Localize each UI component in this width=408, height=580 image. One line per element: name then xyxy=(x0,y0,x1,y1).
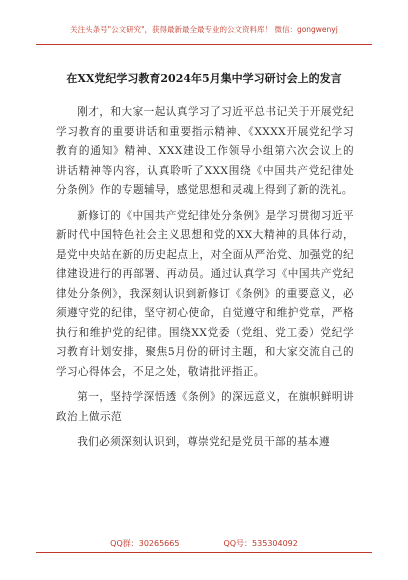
document-title: 在XX党纪学习教育2024年5月集中学习研讨会上的发言 xyxy=(66,72,342,85)
footer-qq-number: QQ号：535304092 xyxy=(223,539,298,548)
footer-qq-group: QQ群：30265665 xyxy=(110,539,180,548)
paragraph-2: 新修订的《中国共产党纪律处分条例》是学习贯彻习近平新时代中国特色社会主义思想和党的XX大精神的具体行动，是党中央站在新的历史起点上，对全面从严治党、加强党的纪律建设进行的再部署、再动员。通过认真学习《中国共产党纪律处分条例》，我深刻认识到新修订《条例》的重要意义，必须遵守党的纪律，坚守初心使命，自觉遵守和维护党章，严格执行和维护党的纪律。围绕XX党委（党组、党工委）党纪学习教育计划安排，聚焦5月份的研讨主题，和大家交流自己的学习心得体会，不足之处，敬请批评指正。 xyxy=(56,209,354,378)
document-body xyxy=(56,103,354,453)
header-divider xyxy=(36,44,372,45)
page-footer xyxy=(0,538,408,549)
footer-divider xyxy=(36,552,372,553)
paragraph-4: 我们必须深刻认识到，尊崇党纪是党员干部的基本遵 xyxy=(77,436,331,448)
page-header-notice: 关注头条号"公文研究"，获得最新最全最专业的公文资料库！ 微信：gongwenyj xyxy=(70,25,338,34)
paragraph-3-heading: 第一，坚持学深悟透《条例》的深远意义，在旗帜鲜明讲政治上做示范 xyxy=(56,391,354,423)
paragraph-1: 刚才，和大家一起认真学习了习近平总书记关于开展党纪学习教育的重要讲话和重要指示精神、《XXXX开展党纪学习教育的通知》精神、XXX建设工作领导小组第六次会议上的讲话精神等内容，认真聆听了XXX围绕《中国共产党纪律处分条例》作的专题辅导，感觉思想和灵魂上得到了新的洗礼。 xyxy=(56,106,354,196)
